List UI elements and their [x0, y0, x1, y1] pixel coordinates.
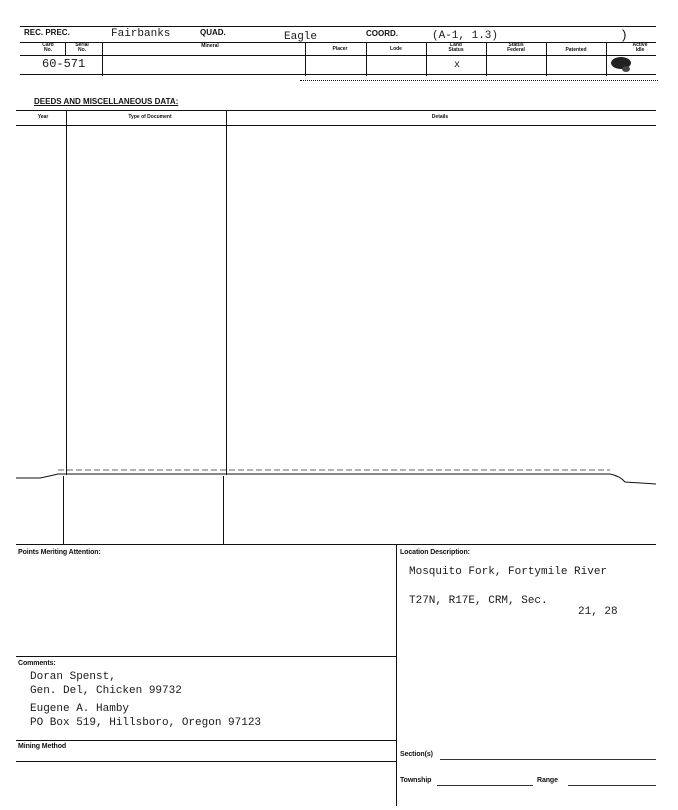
sections-label: Section(s) [400, 751, 433, 758]
status-federal-label: Status Federal [507, 42, 525, 53]
comments-label: Comments: [18, 660, 56, 667]
placer-label: Placer [332, 46, 348, 52]
land-status-label: Land Status [448, 42, 464, 53]
rec-prec-value: Fairbanks [111, 28, 171, 40]
quad-value: Eagle [284, 31, 318, 43]
coord-close-paren: ) [620, 28, 628, 43]
card-no-label: Card No. [42, 42, 54, 53]
quad-label: QUAD. [200, 28, 226, 37]
comments-line4: PO Box 519, Hillsboro, Oregon 97123 [30, 717, 262, 729]
location-line1: Mosquito Fork, Fortymile River [409, 566, 608, 578]
points-label: Points Meriting Attention: [18, 549, 101, 556]
comments-line3: Eugene A. Hamby [30, 703, 130, 715]
land-status-mark: x [454, 60, 461, 71]
mineral-label: Mineral [201, 43, 219, 49]
card-serial-value: 60-571 [42, 57, 86, 71]
coord-label: COORD. [366, 29, 398, 38]
active-idle-label: Active Idle [632, 42, 648, 53]
comments-line2: Gen. Del, Chicken 99732 [30, 685, 182, 697]
fold-line [0, 466, 678, 490]
patented-label: Patented [565, 47, 587, 53]
lode-label: Lode [390, 46, 402, 52]
sections-blank [440, 759, 656, 760]
location-label: Location Description: [400, 549, 470, 556]
rec-prec-label: REC. PREC. [24, 28, 70, 37]
township-label: Township [400, 777, 432, 784]
col-type-label: Type of Document [128, 114, 172, 120]
col-year-label: Year [37, 114, 49, 120]
location-line3: 21, 28 [578, 606, 618, 618]
mining-method-label: Mining Method [18, 743, 67, 750]
range-blank [568, 785, 656, 786]
active-idle-blot [606, 54, 636, 80]
coord-value: (A-1, 1.3) [432, 30, 499, 42]
comments-line1: Doran Spenst, [30, 671, 116, 683]
deeds-title: DEEDS AND MISCELLANEOUS DATA: [34, 97, 179, 106]
location-line2: T27N, R17E, CRM, Sec. [409, 595, 548, 607]
col-details-label: Details [431, 114, 449, 120]
serial-no-label: Serial No. [75, 42, 89, 53]
township-blank [437, 785, 533, 786]
range-label: Range [537, 777, 558, 784]
